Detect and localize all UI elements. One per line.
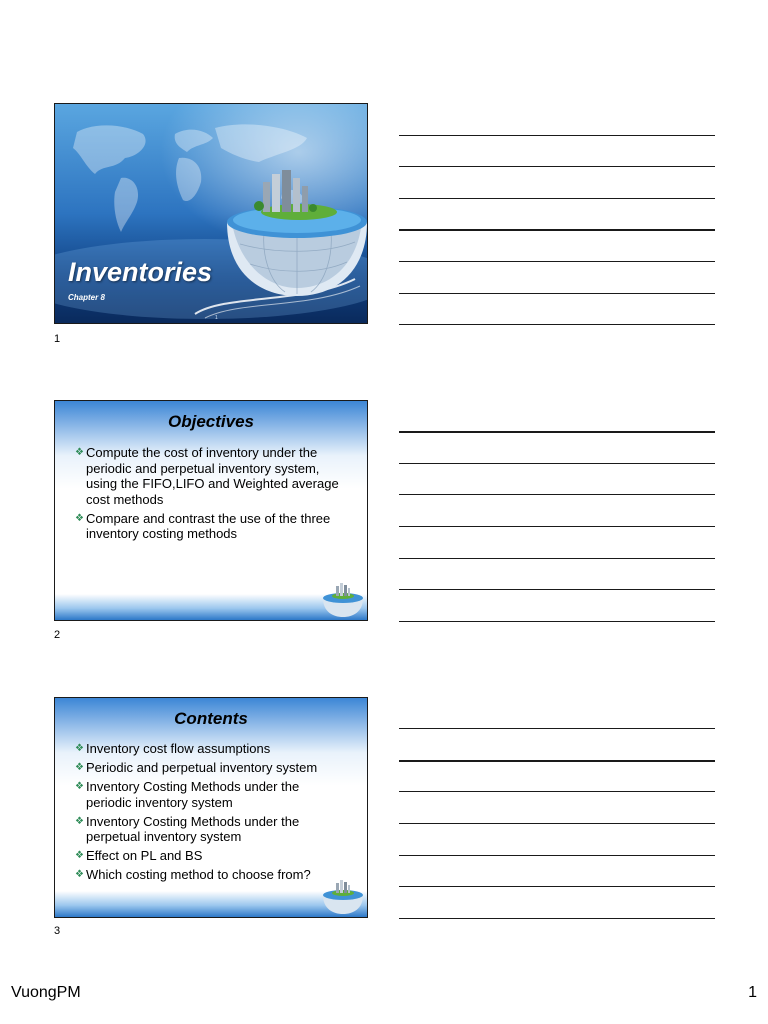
slide-number-1: 1 bbox=[54, 333, 61, 345]
note-line bbox=[399, 293, 715, 294]
world-map-graphic bbox=[55, 104, 367, 323]
list-item bbox=[75, 760, 343, 776]
slide-number-2: 2 bbox=[54, 629, 61, 641]
diamond-bullet-icon: ❖ bbox=[75, 850, 84, 861]
cover-title: Inventories bbox=[68, 257, 213, 287]
note-line bbox=[399, 229, 715, 231]
note-line bbox=[399, 261, 715, 262]
note-line bbox=[399, 791, 715, 792]
list-item bbox=[75, 741, 343, 757]
note-line bbox=[399, 166, 715, 167]
bullet-list bbox=[75, 741, 343, 886]
list-item bbox=[75, 848, 343, 864]
bullet-text: Compute the cost of inventory under the periodic and perpetual inventory system, using the FIFO,LIFO and Weighted average cost methods bbox=[86, 445, 339, 507]
slide-1 bbox=[54, 103, 368, 324]
note-line bbox=[399, 198, 715, 199]
diamond-bullet-icon: ❖ bbox=[75, 512, 84, 524]
note-line bbox=[399, 823, 715, 824]
slide-2 bbox=[54, 400, 368, 621]
list-item bbox=[75, 814, 343, 845]
note-line bbox=[399, 558, 715, 559]
note-line bbox=[399, 526, 715, 527]
bullet-text: Inventory Costing Methods under the periodic inventory system bbox=[86, 779, 300, 810]
bullet-text: Periodic and perpetual inventory system bbox=[86, 760, 318, 775]
note-line bbox=[399, 431, 715, 433]
list-item bbox=[75, 445, 343, 507]
globe-city-icon bbox=[321, 582, 365, 618]
bullet-text: Effect on PL and BS bbox=[86, 848, 203, 863]
note-line bbox=[399, 855, 715, 856]
footer-author: VuongPM bbox=[11, 984, 81, 1001]
note-line bbox=[399, 324, 715, 325]
slide-title: Contents bbox=[174, 709, 248, 728]
slide-title: Objectives bbox=[168, 412, 254, 431]
diamond-bullet-icon: ❖ bbox=[75, 447, 84, 458]
note-line bbox=[399, 886, 715, 887]
note-line bbox=[399, 728, 715, 729]
diamond-bullet-icon: ❖ bbox=[75, 815, 84, 827]
note-line bbox=[399, 589, 715, 590]
note-line bbox=[399, 621, 715, 622]
note-line bbox=[399, 135, 715, 136]
slide-3 bbox=[54, 697, 368, 918]
note-line bbox=[399, 918, 715, 919]
globe-city-icon bbox=[321, 879, 365, 915]
list-item bbox=[75, 779, 343, 810]
slide-number-3: 3 bbox=[54, 925, 61, 937]
list-item bbox=[75, 511, 343, 542]
diamond-bullet-icon: ❖ bbox=[75, 762, 84, 773]
note-line bbox=[399, 463, 715, 464]
footer-page-number: 1 bbox=[748, 984, 757, 1001]
note-line bbox=[399, 494, 715, 495]
diamond-bullet-icon: ❖ bbox=[75, 743, 84, 754]
cover-subtitle: Chapter 8 bbox=[68, 293, 105, 302]
note-line bbox=[399, 760, 715, 762]
bullet-list bbox=[75, 445, 343, 545]
bullet-text: Compare and contrast the use of the three inventory costing methods bbox=[86, 510, 331, 541]
list-item bbox=[75, 867, 343, 883]
bullet-text: Inventory Costing Methods under the perpetual inventory system bbox=[86, 813, 300, 844]
diamond-bullet-icon: ❖ bbox=[75, 869, 84, 880]
diamond-bullet-icon: ❖ bbox=[75, 781, 84, 792]
bullet-text: Which costing method to choose from? bbox=[86, 867, 311, 882]
bullet-text: Inventory cost flow assumptions bbox=[86, 741, 271, 756]
cover-inner-page-number: 1 bbox=[215, 315, 218, 321]
